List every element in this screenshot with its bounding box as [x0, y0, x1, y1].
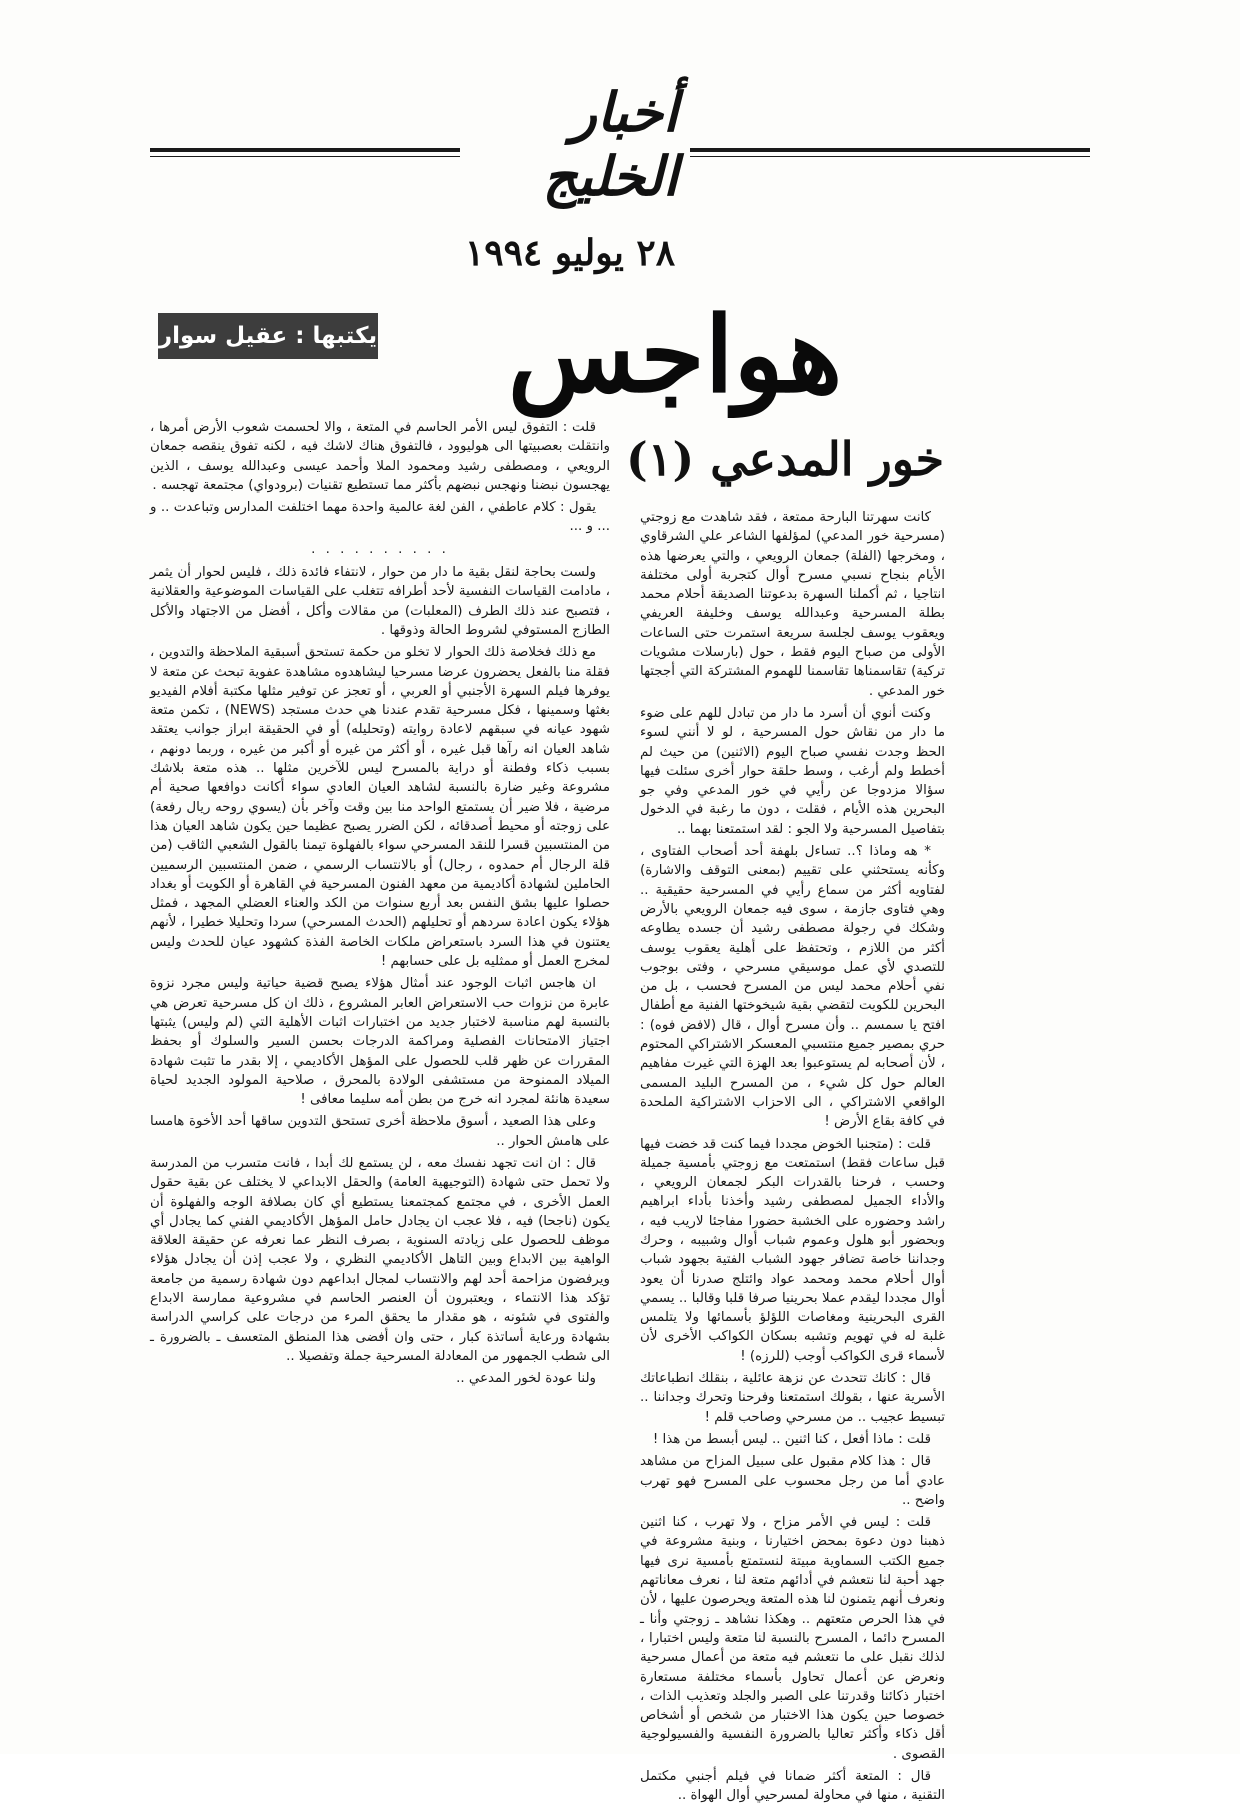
paragraph: قلت : ماذا أفعل ، كنا اثنين .. ليس أبسط من هذا ! — [652, 1431, 931, 1447]
byline-badge: يكتبها : عقيل سوار — [158, 313, 378, 359]
newspaper-logo: أخبار الخليج — [542, 80, 678, 208]
issue-date: ٢٨ يوليو ١٩٩٤ — [464, 232, 676, 274]
paragraph: قلت : ليس في الأمر مزاح ، ولا تهرب ، كنا اثنين ذهبنا دون دعوة بمحض اختيارنا ، وبنية مشروعة في جميع الكتب السماوية مبيتة لنستمتع بأمسية نرى فيها جهد أحبة لنا نتعشم في أدائهم متعة لنا ، نعرف معاناتهم ونعرف أنهم يتمنون لنا هذه المتعة ويحرصون عليها ، لأن في هذا الحرص متعتهم .. وهكذا نشاهد ـ زوجتي وأنا ـ المسرح دائما ، المسرح بالنسبة لنا متعة وليس اختبارا ، لذلك نقبل على ما نتعشم فيه متعة من أعمال مسرحية ونعرض عن أعمال تحاول بأسماء مختلفة مستعارة اختبار ذكائنا وقدرتنا على الصبر والجلد وتعذيب الذات ، خصوصا حين يكون هذا الاختبار من شخص أو أشخاص أقل ذكاء وأكثر تعاليا بالضرورة النفسية والفسيولوجية القصوى . — [640, 1515, 945, 1762]
paragraph: وعلى هذا الصعيد ، أسوق ملاحظة أخرى تستحق التدوين ساقها أحد الأخوة هامسا على هامش الحوار .. — [150, 1114, 610, 1149]
article-title: خور المدعي (١) — [625, 432, 944, 486]
paragraph: وكنت أنوي أن أسرد ما دار من تبادل للهم على ضوء ما دار من نقاش حول المسرحية ، لو لا أنني لسوء الحظ وجدت نفسي صباح اليوم (الاثنين) من حيث لم أخطط ولم أرغب ، وسط حلقة حوار أخرى سئلت فيها سؤالا مزدوجا عن رأيي في خور المدعي وفي جو البحرين هذه الأيام ، فقلت ، دون ما رغبة في الدخول بتفاصيل المسرحية ولا الجو : لقد استمتعنا بهما .. — [640, 705, 945, 837]
masthead-rule-left — [150, 148, 460, 152]
paragraph: قلت : التفوق ليس الأمر الحاسم في المتعة ، والا لحسمت شعوب الأرض أمرها ، وانتقلت بعصبيتها الى هوليوود ، فالتفوق هناك لاشك فيه ، لكنه تفوق ينقصه جمعان الرويعي ، ومصطفى رشيد ومحمود الملا وأحمد عيسى وعبدالله يوسف ، الذين يهجسون نبضنا ونهجس نبضهم بأكثر مما تستطيع تقنيات (برودواي) مجتمعة تهجسه . — [150, 420, 610, 493]
paragraph: قال : ان انت تجهد نفسك معه ، لن يستمع لك أبدا ، فانت متسرب من المدرسة ولا تحمل حتى شهادة (التوجيهية العامة) والحقل الابداعي لا يختلف عن بقية حقول العمل الأخرى ، في مجتمع كمجتمعنا يستطيع أي كان بصلافة الوجه والفهلوة أن يكون (ناجحا) فيه ، فلا عجب ان يجادل حامل المؤهل الأكاديمي الفني كما يجادل أي موظف للحصول على زيادته السنوية ، بصرف النظر عما نعرفه عن حقيقة العلاقة الواهية بين الابداع وبين التاهل الأكاديمي النظري ، ولا عجب إذن أن يجادل هؤلاء ويرفضون مزاحمة أحد لهم والانتساب لمجال ابداعهم دون شهادة رسمية من جامعة تؤكد هذا الانتماء ، ويعتبرون أن العنصر الحاسم في مشروعية ممارسة الابداع والفتوى في شئونه ، هو مقدار ما يحقق المرء من درجات على كراسي الدراسة بشهادة ورعاية أساتذة كبار ، حتى وان أفضى هذا المنطق المتعسف ـ بالضرورة ـ الى شطب الجمهور من المعادلة المسرحية جملة وتفصيلا .. — [150, 1155, 610, 1364]
paragraph: قال : كانك تتحدث عن نزهة عائلية ، بنقلك انطباعاتك الأسرية عنها ، بقولك استمتعنا وفرحنا وتحرك وجداننا .. تبسيط عجيب .. من مسرحي وصاحب قلم ! — [640, 1371, 945, 1425]
column-title: هواجس — [507, 293, 843, 416]
paragraph: ولست بحاجة لنقل بقية ما دار من حوار ، لانتفاء فائدة ذلك ، فليس لحوار أن يثمر ، مادامت القياسات النفسية لأحد أطرافه تتغلب على القياسات الموضوعية والعقلانية ، فتصبح عند ذلك الطرف (المعلبات) من مقالات وأكل ، أفضل من الاجتهاد والأكل الطازج المستوفي لشروط الحالة وذوقها . — [150, 565, 610, 638]
paragraph: ان هاجس اثبات الوجود عند أمثال هؤلاء يصبح قضية حياتية وليس مجرد نزوة عابرة من نزوات حب الاستعراض العابر المشروع ، ذلك ان كل مسرحية تعرض هي بالنسبة لهم مناسبة لاختبار جديد من اختبارات اثبات الأهلية التي (لم وليس) يثبتها اجتياز الامتحانات الفصلية ومراكمة الدرجات بحسن السير والسلوك أو بحفظ المقررات عن ظهر قلب للحصول على المؤهل الأكاديمي ، إلا بقدر ما تثبت شهادة الميلاد الممنوحة من مستشفى الولادة بالمحرق ، صلاحية المولود الجديد لحياة سعيدة هانئة لمجرد انه خرج من بطن أمه سليما معافى ! — [150, 976, 610, 1108]
paragraph: قال : المتعة أكثر ضمانا في فيلم أجنبي مكتمل التقنية ، منها في محاولة لمسرحيي أوال الهواة .. — [640, 1769, 945, 1804]
paragraph: ولنا عودة لخور المدعي .. — [456, 1371, 596, 1387]
section-separator: . . . . . . . . . . — [311, 541, 449, 557]
paragraph: * هه وماذا ؟.. تساءل بلهفة أحد أصحاب الفتاوى ، وكأنه يستحثني على تقييم (بمعنى التوقف والاشارة) لفتاويه أكثر من سماع رأيي في المسرحية حقيقية .. وهي فتاوى جازمة ، سوى فيه جمعان الرويعي بالأرض وشكك في رجولة مصطفى رشيد أن جسده يطاوعه أكثر من اللازم ، وتحتفظ على أهلية يعقوب يوسف للتصدي لأي عمل موسيقي مسرحي ، وفتى بوجوب نفي أحلام محمد ليس من المسرح فحسب ، بل من البحرين للكويت لتقضي بقية شيخوختها الفنية مع أطفال افتح يا سمسم .. وأن مسرح أوال ، قال (لافض فوه) : حري بمصير جميع منتسبي المعسكر الاشتراكي المحتوم ، لأن أصحابه لم يستوعبوا بعد الهزة التي غيرت مفاهيم العالم حول كل شيء ، من المسرح البليد المسمى الواقعي الاشتراكي ، الى الاحزاب الاشتراكية الملحدة في كافة بقاع الأرض ! — [640, 844, 945, 1130]
paragraph: مع ذلك فخلاصة ذلك الحوار لا تخلو من حكمة تستحق أسبقية الملاحظة والتدوين ، فقلة منا بالفعل يحضرون عرضا مسرحيا ليشاهدوه مشاهدة عفوية تبحث عن متعة لا يوفرها فيلم السهرة الأجنبي أو العربي ، أو تعجز عن توفير مثلها مكتبة أفلام الفيديو بغثها وسمينها ، فكل مسرحية تقدم عندنا هي حدث مستجد (NEWS) ، تكمن متعة شهود عيانه في سبقهم لاعادة روايته (وتحليله) أو في الحقيقة ابراز جوانب يعتقد شاهد العيان انه رآها قبل غيره ، أو أكثر من غيره أو أكبر من غيره ، وربما دونهم ، بسبب ذكاء وفطنة أو دراية بالمسرح ليس للآخرين مثلها .. هذه متعة بلاشك مشروعة وغير ضارة بالنسبة لشاهد العيان العادي سواء أكانت دوافعها صحية أم مرضية ، فلا ضير أن يستمتع الواحد منا بين وقت وآخر بأن (يسوي روحه ريال رفعة) على زوجته أو محيط أصدقائه ، لكن الضرر يصبح عظيما حين يكون شاهد العيان هذا من المنتسبين قسرا للنقد المسرحي سواء بالفهلوة تيمنا بالقول الشعبي الثاقب (من قلة الرجال أم حمدوه ، رجال) أو بالانتساب الرسمي ، ضمن المنتسبين الرسميين الحاملين لشهادة أكاديمية من معهد الفنون المسرحية في القاهرة أو الكويت أو بغداد حصلوا عليها بشق النفس بعد أربع سنوات من الكد والعناء العضلي المجهد ، فمثل هؤلاء يكون اعادة سردهم أو تحليلهم (الحدث المسرحي) سردا وتحليلا خطيرا ، لأنهم يعتنون في هذا السرد باستعراض ملكات الخاصة الفذة كشهود عيان للحدث وليس لمخرج العمل أو ممثليه بل على حسابهم ! — [150, 645, 610, 970]
paragraph: كانت سهرتنا البارحة ممتعة ، فقد شاهدت مع زوجتي (مسرحية خور المدعي) لمؤلفها الشاعر علي الشرقاوي ، ومخرجها (الفلة) جمعان الرويعي ، والتي يعرضها هذه الأيام بنجاح نسبي مسرح أوال كتجربة أولى مختلفة انتاجيا ، ثم أكملنا السهرة بدعوتنا الصديقة أحلام محمد بطلة المسرحية وعبدالله يوسف وخليفة العريفي ويعقوب يوسف لجلسة سريعة استمرت حتى الساعات الأولى من صباح اليوم فقط ، حول (بارسلات مشويات تركية) تقاسمناها تقاسمنا للهموم المشتركة التي أججتها خور المدعي . — [640, 510, 945, 699]
article-column-right — [640, 508, 945, 1809]
paragraph: قال : هذا كلام مقبول على سبيل المزاح من مشاهد عادي أما من رجل محسوب على المسرح فهو تهرب واضح .. — [640, 1454, 945, 1508]
article-column-left — [150, 418, 610, 1392]
paragraph: قلت : (متجنبا الخوض مجددا فيما كنت قد خضت فيها قبل ساعات فقط) استمتعت مع زوجتي بأمسية جميلة وحسب ، فرحنا بالقدرات البكر لجمعان الرويعي ، والأداء الجميل لمصطفى رشيد وأخذنا بأداء ابراهيم راشد وحضوره على الخشبة حضورا مفاجئا لاريب فيه ، وبحضور أبو هلول وعموم شباب أوال وشبيبه ، وحرك وجداننا خاصة تضافر جهود الشباب الفتية بجهود شباب أوال أحلام محمد ومحمد عواد وائتلج صدرنا أن يعود أوال مجددا ليقدم عملا بحرينيا صرفا قلبا وقالبا .. يسمي القرى البحرينية ومغاصات اللؤلؤ بأسمائها ولا يتلمس غلبة له في تهويم وتشبه بسكان الكواكب الأخرى لأن لأسماء قرى الكواكب أوجب (للرزه) ! — [640, 1136, 945, 1364]
paragraph: يقول : كلام عاطفي ، الفن لغة عالمية واحدة مهما اختلفت المدارس وتباعدت .. و ... و ... — [150, 500, 610, 535]
masthead-rule-right — [690, 148, 1090, 152]
